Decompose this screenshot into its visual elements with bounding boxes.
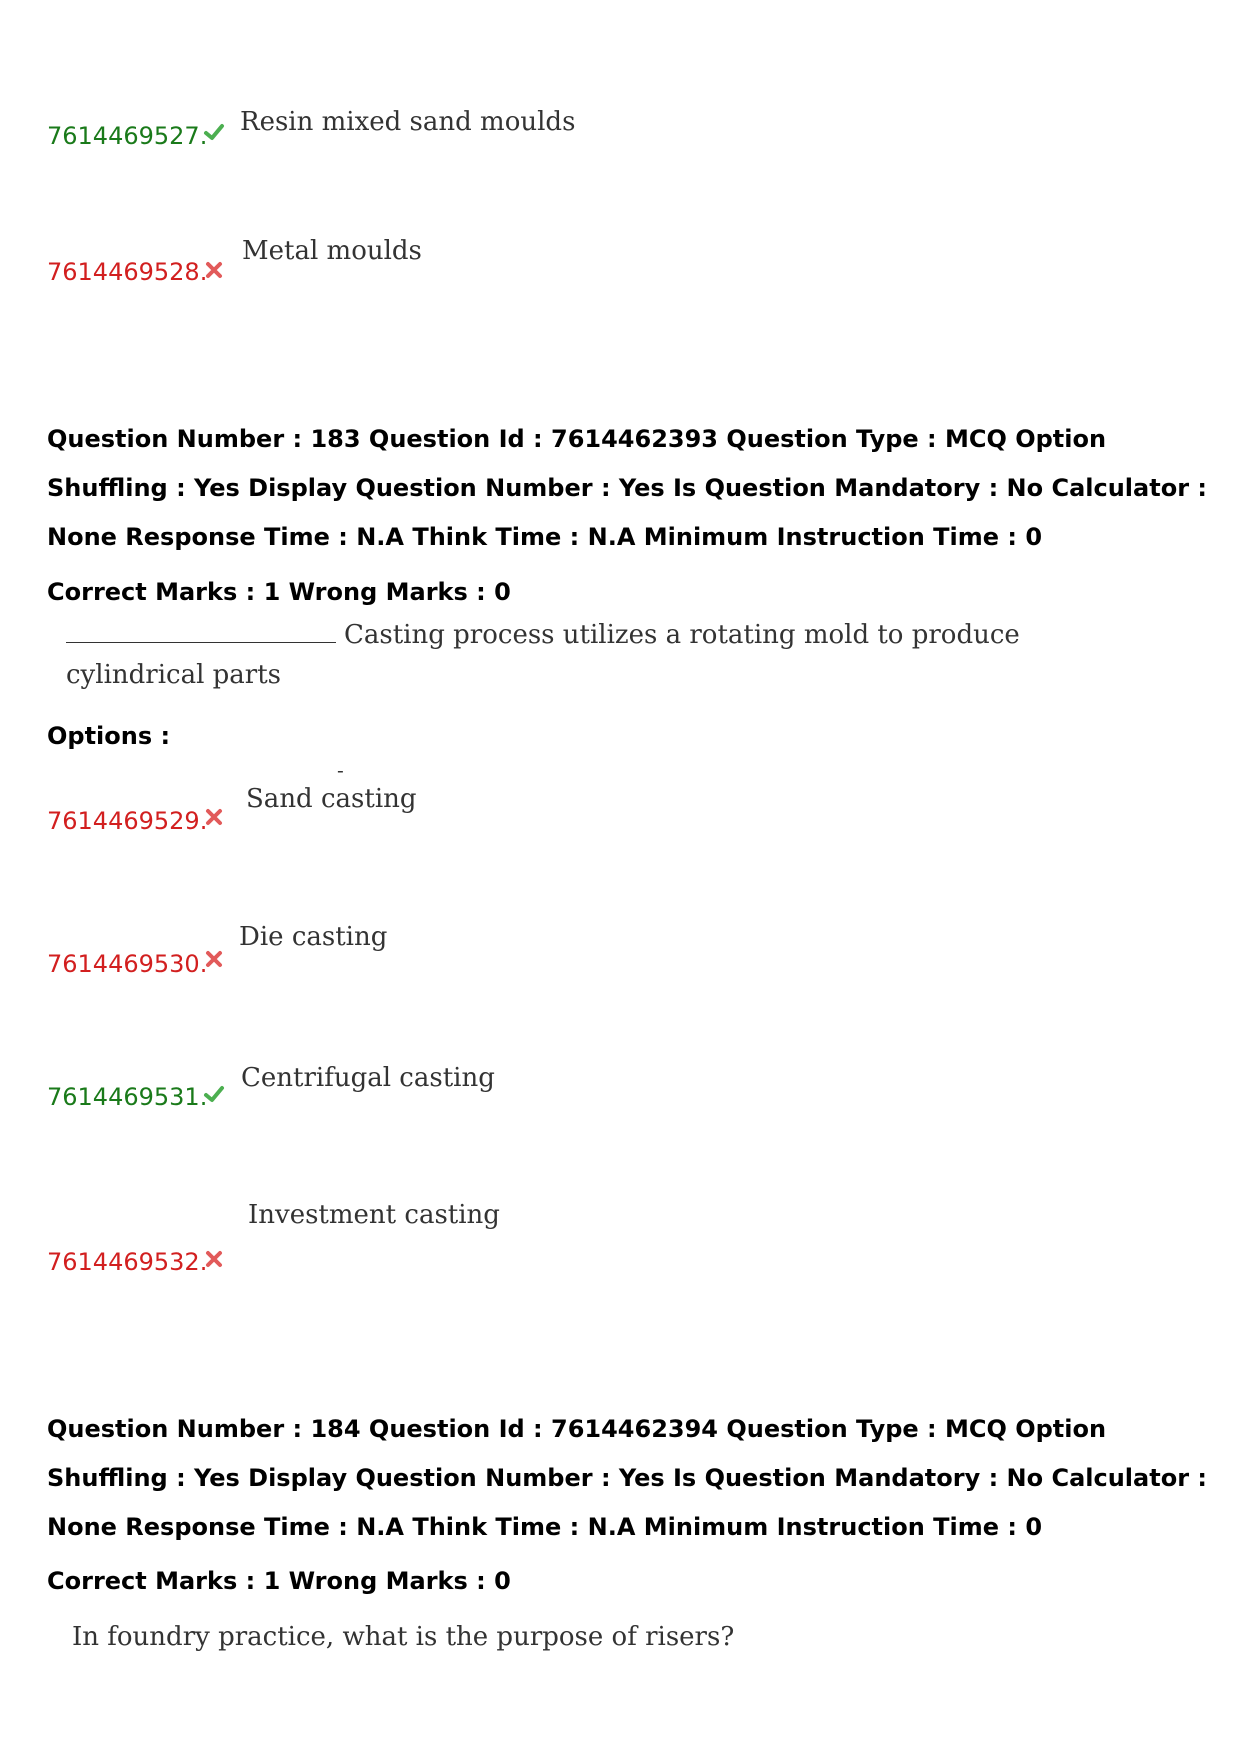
question-text: Casting process utilizes a rotating mold to produce bbox=[344, 620, 1020, 650]
question-meta: Question Number : 183 Question Id : 7614462393 Question Type : MCQ Option Shuffling : Yes Display Question Number : Yes Is Question Mandatory : No Calculator : None Response Time : N.A Think Time : N.A Minimum Instruction Time : 0 bbox=[47, 425, 1207, 551]
option-text: Metal moulds bbox=[242, 236, 422, 266]
question-text-line2: cylindrical parts bbox=[66, 660, 282, 690]
question-marks: Correct Marks : 1 Wrong Marks : 0 bbox=[47, 1567, 511, 1595]
answer-blank bbox=[66, 620, 336, 643]
question-meta: Question Number : 184 Question Id : 7614462394 Question Type : MCQ Option Shuffling : Yes Display Question Number : Yes Is Question Mandatory : No Calculator : None Response Time : N.A Think Time : N.A Minimum Instruction Time : 0 bbox=[47, 1415, 1207, 1541]
option-text: Die casting bbox=[239, 922, 388, 952]
option-id: 7614469530. bbox=[47, 950, 208, 978]
cross-icon bbox=[203, 948, 225, 970]
option-text: Investment casting bbox=[248, 1200, 500, 1230]
cross-icon bbox=[203, 1248, 225, 1270]
options-label: Options : bbox=[47, 722, 171, 750]
option-text: Resin mixed sand moulds bbox=[240, 107, 576, 137]
cross-icon bbox=[203, 806, 225, 828]
question-text-line1 bbox=[66, 620, 1020, 650]
check-icon bbox=[203, 121, 225, 143]
question-text: In foundry practice, what is the purpose of risers? bbox=[72, 1622, 735, 1652]
option-id: 7614469532. bbox=[47, 1248, 208, 1276]
option-text: Sand casting bbox=[246, 784, 417, 814]
cross-icon bbox=[203, 259, 225, 281]
option-text: Centrifugal casting bbox=[241, 1063, 495, 1093]
option-id: 7614469527. bbox=[47, 122, 208, 150]
question-marks: Correct Marks : 1 Wrong Marks : 0 bbox=[47, 578, 511, 606]
option-id: 7614469529. bbox=[47, 807, 208, 835]
stray-mark: - bbox=[337, 758, 344, 782]
check-icon bbox=[203, 1083, 225, 1105]
option-id: 7614469531. bbox=[47, 1083, 208, 1111]
option-id: 7614469528. bbox=[47, 258, 208, 286]
